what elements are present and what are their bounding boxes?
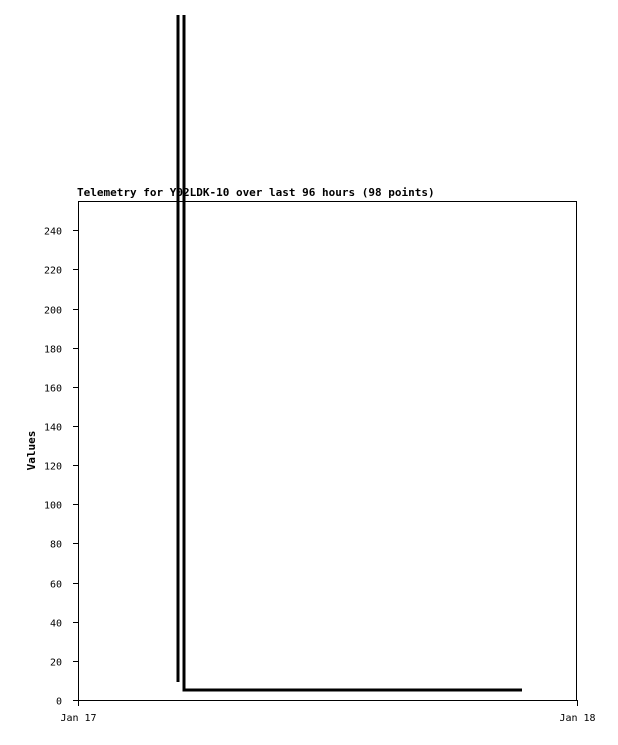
y-axis-label: Values [25, 430, 38, 471]
y-tick-label: 20 [49, 657, 62, 669]
x-tick-label: Jan 17 [60, 713, 97, 724]
y-tick-label: 220 [43, 265, 62, 277]
y-tick-label: 100 [43, 500, 62, 512]
y-tick-label: 140 [43, 422, 62, 434]
y-tick-label: 60 [49, 579, 62, 591]
y-tick-label: 180 [43, 344, 62, 356]
y-tick-label: 200 [43, 305, 62, 317]
y-tick-label: 120 [43, 461, 62, 473]
y-tick-label: 160 [43, 383, 62, 395]
y-tick-label: 80 [49, 539, 62, 551]
x-tick-label: Jan 18 [559, 713, 596, 724]
y-tick-label: 0 [55, 696, 62, 708]
y-tick-label: 240 [43, 226, 62, 238]
chart-title: Telemetry for Y02LDK-10 over last 96 hours (98 points) [77, 186, 435, 199]
y-tick-label: 40 [49, 618, 62, 630]
